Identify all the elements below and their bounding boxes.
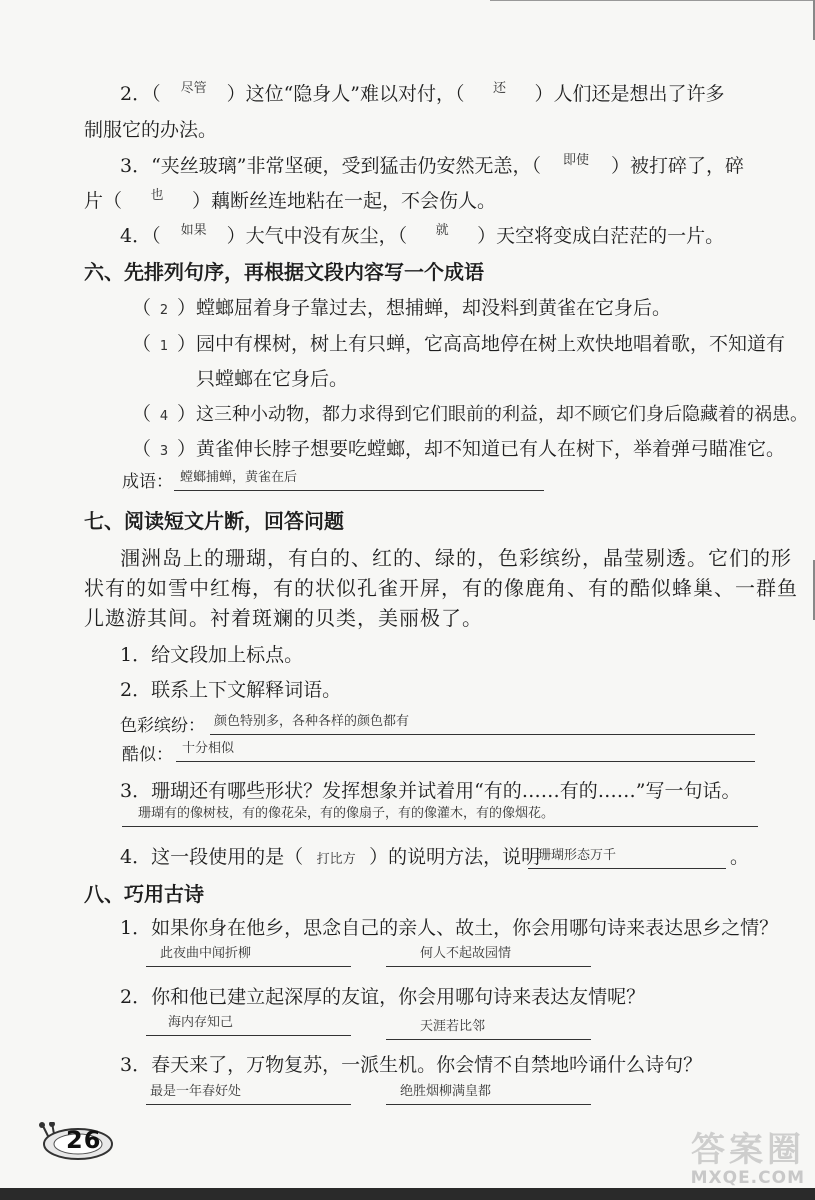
q5-sentence-3-line-2	[84, 187, 496, 218]
q5-s2-text-2: ）这位“隐身人”难以对付，（	[226, 83, 465, 105]
q5-s3-text-2: ）被打碎了，碎	[611, 155, 745, 177]
q7-task-1: 1．给文段加上标点。	[120, 644, 304, 666]
q5-s4-text-1: 4．（	[120, 225, 161, 247]
q8-answer-1a: 此夜曲中闻折柳	[160, 946, 252, 961]
passage-line-3: 儿遨游其间。衬着斑斓的贝类，美丽极了。	[84, 606, 483, 630]
q6-item-3-text: 这三种小动物，都力求得到它们眼前的利益，却不顾它们身后隐藏着的祸患。	[196, 404, 809, 425]
q8-answer-1b: 何人不起故园情	[420, 946, 512, 961]
idiom-answer: 螳螂捕蝉，黄雀在后	[180, 470, 298, 485]
q5-s2-text-3: ）人们还是想出了许多	[534, 83, 725, 105]
watermark	[605, 1132, 805, 1192]
top-rule	[490, 0, 815, 9]
q8-answer-2a: 海内存知己	[168, 1015, 234, 1030]
watermark-top: 答案圈	[691, 1130, 805, 1170]
q7-task4-text-2: ）的说明方法，说明	[369, 846, 541, 868]
q6-item-2: （ 1 ）园中有棵树，树上有只蝉，它高高地停在树上欢快地唱着歌，不知道有	[132, 330, 785, 361]
q5-sentence-4	[120, 222, 724, 253]
page-number-badge	[36, 1122, 116, 1162]
q5-sentence-2-line-2: 制服它的办法。	[84, 119, 218, 141]
q6-item-1-order: 2	[159, 303, 169, 318]
q6-item-4: （ 3 ）黄雀伸长脖子想要吃螳螂，却不知道已有人在树下，举着弹弓瞄准它。	[132, 435, 785, 466]
q7-task4-answer-1: 打比方	[316, 852, 356, 867]
q5-s4-answer-2: 就	[435, 223, 449, 238]
q6-item-1: （ 2 ）螳螂屈着身子靠过去，想捕蝉，却没料到黄雀在它身后。	[132, 294, 671, 325]
q7-task-2: 2．联系上下文解释词语。	[120, 679, 342, 701]
q8-answer-2b: 天涯若比邻	[420, 1019, 486, 1034]
q8-answer-2a-line[interactable]	[146, 1013, 351, 1036]
scan-bottom-edge	[0, 1188, 815, 1200]
q7-task-4	[120, 843, 540, 874]
q5-s4-text-3: ）天空将变成白茫茫的一片。	[477, 225, 725, 247]
q8-answer-2b-line[interactable]	[386, 1017, 591, 1040]
q7-task4-text-1: 4．这一段使用的是（	[120, 846, 304, 868]
task3-answer: 珊瑚有的像树枝，有的像花朵，有的像扇子，有的像灌木，有的像烟花。	[138, 806, 555, 821]
q8-question-2: 2．你和他已建立起深厚的友谊，你会用哪句诗来表达友情呢？	[120, 986, 646, 1008]
idiom-label: 成语：	[122, 472, 173, 492]
q8-answer-1b-line[interactable]	[386, 944, 591, 967]
q8-answer-3b: 绝胜烟柳满皇都	[400, 1084, 492, 1099]
q8-answer-3a-line[interactable]	[146, 1082, 351, 1105]
word1-answer: 颜色特别多，各种各样的颜色都有	[214, 714, 410, 729]
q5-s2-text-1: 2．（	[120, 83, 161, 105]
word2-label: 酷似：	[122, 745, 173, 765]
q6-item-3: （ 4 ）这三种小动物，都力求得到它们眼前的利益，却不顾它们身后隐藏着的祸患。	[132, 400, 808, 431]
q8-answer-3a: 最是一年春好处	[150, 1084, 242, 1099]
word2-answer-line[interactable]	[176, 739, 755, 762]
q7-task-3: 3．珊瑚还有哪些形状？发挥想象并试着用“有的……有的……”写一句话。	[120, 780, 741, 802]
q6-item-2-text: 园中有棵树，树上有只蝉，它高高地停在树上欢快地唱着歌，不知道有	[196, 333, 786, 355]
q5-s4-answer-1: 如果	[180, 223, 207, 238]
watermark-url: MXQE.COM	[690, 1168, 805, 1188]
q5-s3-text-4: ）藕断丝连地粘在一起，不会伤人。	[192, 190, 497, 212]
q5-s2-answer-1: 尽管	[180, 81, 207, 96]
q8-question-1: 1．如果你身在他乡，思念自己的亲人、故土，你会用哪句诗来表达思乡之情？	[120, 917, 779, 939]
section-7-heading: 七、阅读短文片断，回答问题	[84, 509, 344, 533]
q6-item-1-text: 螳螂屈着身子靠过去，想捕蝉，却没料到黄雀在它身后。	[196, 297, 672, 319]
q6-item-3-order: 4	[159, 409, 169, 424]
word1-label: 色彩缤纷：	[120, 716, 205, 736]
q6-item-4-text: 黄雀伸长脖子想要吃螳螂，却不知道已有人在树下，举着弹弓瞄准它。	[196, 438, 786, 460]
section-8-heading: 八、巧用古诗	[84, 882, 204, 906]
q6-item-4-order: 3	[159, 444, 169, 459]
q6-item-2-order: 1	[159, 339, 169, 354]
q5-sentence-3-line-1	[120, 152, 744, 183]
q5-s4-text-2: ）大气中没有灰尘，（	[226, 225, 408, 247]
passage-line-2: 状有的如雪中红梅，有的状似孔雀开屏，有的像鹿角、有的酷似蜂巢、一群鱼	[84, 576, 798, 600]
q5-s3-answer-2: 也	[150, 188, 164, 203]
q5-s3-text-3: 片（	[84, 190, 123, 212]
q5-s2-answer-2: 还	[493, 81, 507, 96]
q6-item-2-text-cont: 只螳螂在它身后。	[196, 368, 349, 390]
q5-sentence-2-line-1	[120, 80, 725, 111]
word2-answer: 十分相似	[182, 741, 235, 756]
page-number: 26	[66, 1126, 102, 1154]
passage-line-1: 涠洲岛上的珊瑚，有白的、红的、绿的，色彩缤纷，晶莹剔透。它们的形	[120, 546, 792, 570]
task4-answer-2: 珊瑚形态万千	[538, 848, 617, 863]
task3-answer-line[interactable]	[122, 804, 758, 827]
q5-s3-answer-1: 即使	[563, 153, 590, 168]
task4-answer-line[interactable]	[528, 846, 726, 869]
q7-task4-end: 。	[730, 846, 750, 868]
q8-answer-1a-line[interactable]	[146, 944, 351, 967]
section-6-heading: 六、先排列句序，再根据文段内容写一个成语	[84, 260, 484, 284]
q8-question-3: 3．春天来了，万物复苏，一派生机。你会情不自禁地吟诵什么诗句？	[120, 1054, 703, 1076]
word1-answer-line[interactable]	[210, 712, 755, 735]
q8-answer-3b-line[interactable]	[386, 1082, 591, 1105]
q5-s3-text-1: 3．“夹丝玻璃”非常坚硬，受到猛击仍安然无恙，（	[120, 155, 542, 177]
idiom-answer-line[interactable]	[174, 468, 544, 491]
